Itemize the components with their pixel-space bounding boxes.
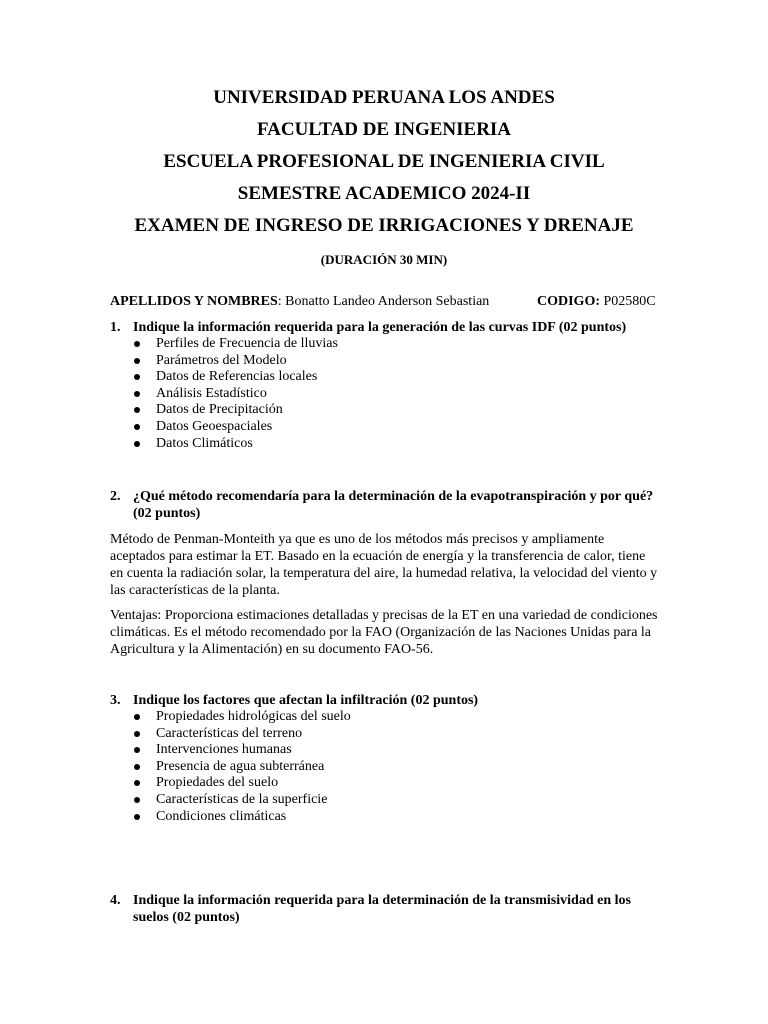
- student-name-field: [110, 294, 489, 309]
- question-number: 3.: [110, 693, 121, 708]
- list-item: Perfiles de Frecuencia de lluvias: [110, 336, 338, 353]
- list-item: Datos de Precipitación: [110, 402, 338, 419]
- student-info: [110, 293, 660, 310]
- school-title: ESCUELA PROFESIONAL DE INGENIERIA CIVIL: [163, 151, 605, 172]
- question-text: ¿Qué método recomendaría para la determinación de la evapotranspiración y por qué? (02 puntos): [133, 489, 654, 521]
- list-item: Características de la superficie: [110, 792, 351, 809]
- list-item: Datos Climáticos: [110, 436, 338, 453]
- list-item: Condiciones climáticas: [110, 809, 351, 826]
- question-2: [110, 488, 655, 522]
- exam-title: EXAMEN DE INGRESO DE IRRIGACIONES Y DRENAJE: [134, 215, 634, 236]
- question-number: 4.: [110, 893, 121, 908]
- list-item: Datos Geoespaciales: [110, 419, 338, 436]
- student-code-field: [537, 293, 656, 310]
- exam-duration: (DURACIÓN 30 MIN): [320, 252, 448, 267]
- faculty-title: FACULTAD DE INGENIERIA: [256, 119, 512, 140]
- answer-3-list: [110, 709, 351, 825]
- question-text: Indique la información requerida para la determinación de la transmisividad en los suelos (02 puntos): [133, 893, 631, 925]
- answer-2-paragraph: Método de Penman-Monteith ya que es uno de los métodos más precisos y ampliamente aceptados para estimar la ET. Basado en la ecuación de energía y la transferencia de calor, tiene en cuenta la radiación solar, la temperatura del aire, la humedad relativa, la velocidad del viento y las características de la planta.: [110, 532, 658, 598]
- code-label: CODIGO:: [537, 294, 600, 309]
- name-value: : Bonatto Landeo Anderson Sebastian: [277, 294, 490, 309]
- question-3: [110, 692, 655, 709]
- question-4: [110, 892, 655, 926]
- question-text: Indique la información requerida para la generación de las curvas IDF (02 puntos): [133, 320, 627, 335]
- code-value: P02580C: [600, 294, 656, 309]
- list-item: Parámetros del Modelo: [110, 353, 338, 370]
- question-number: 2.: [110, 489, 121, 504]
- university-title: UNIVERSIDAD PERUANA LOS ANDES: [213, 87, 555, 108]
- answer-2-paragraph: Ventajas: Proporciona estimaciones detalladas y precisas de la ET en una variedad de condiciones climáticas. Es el método recomendado por la FAO (Organización de las Naciones Unidas para la Agricultura y la Alimentación) en su documento FAO-56.: [110, 608, 658, 657]
- list-item: Presencia de agua subterránea: [110, 759, 351, 776]
- list-item: Datos de Referencias locales: [110, 369, 338, 386]
- question-1: [110, 319, 655, 336]
- list-item: Propiedades del suelo: [110, 775, 351, 792]
- semester-title: SEMESTRE ACADEMICO 2024-II: [237, 183, 531, 204]
- list-item: Propiedades hidrológicas del suelo: [110, 709, 351, 726]
- question-number: 1.: [110, 320, 121, 335]
- list-item: Intervenciones humanas: [110, 742, 351, 759]
- question-text: Indique los factores que afectan la infiltración (02 puntos): [133, 693, 479, 708]
- answer-1-list: [110, 336, 338, 452]
- list-item: Características del terreno: [110, 726, 351, 743]
- name-label: APELLIDOS Y NOMBRES: [110, 294, 278, 309]
- list-item: Análisis Estadístico: [110, 386, 338, 403]
